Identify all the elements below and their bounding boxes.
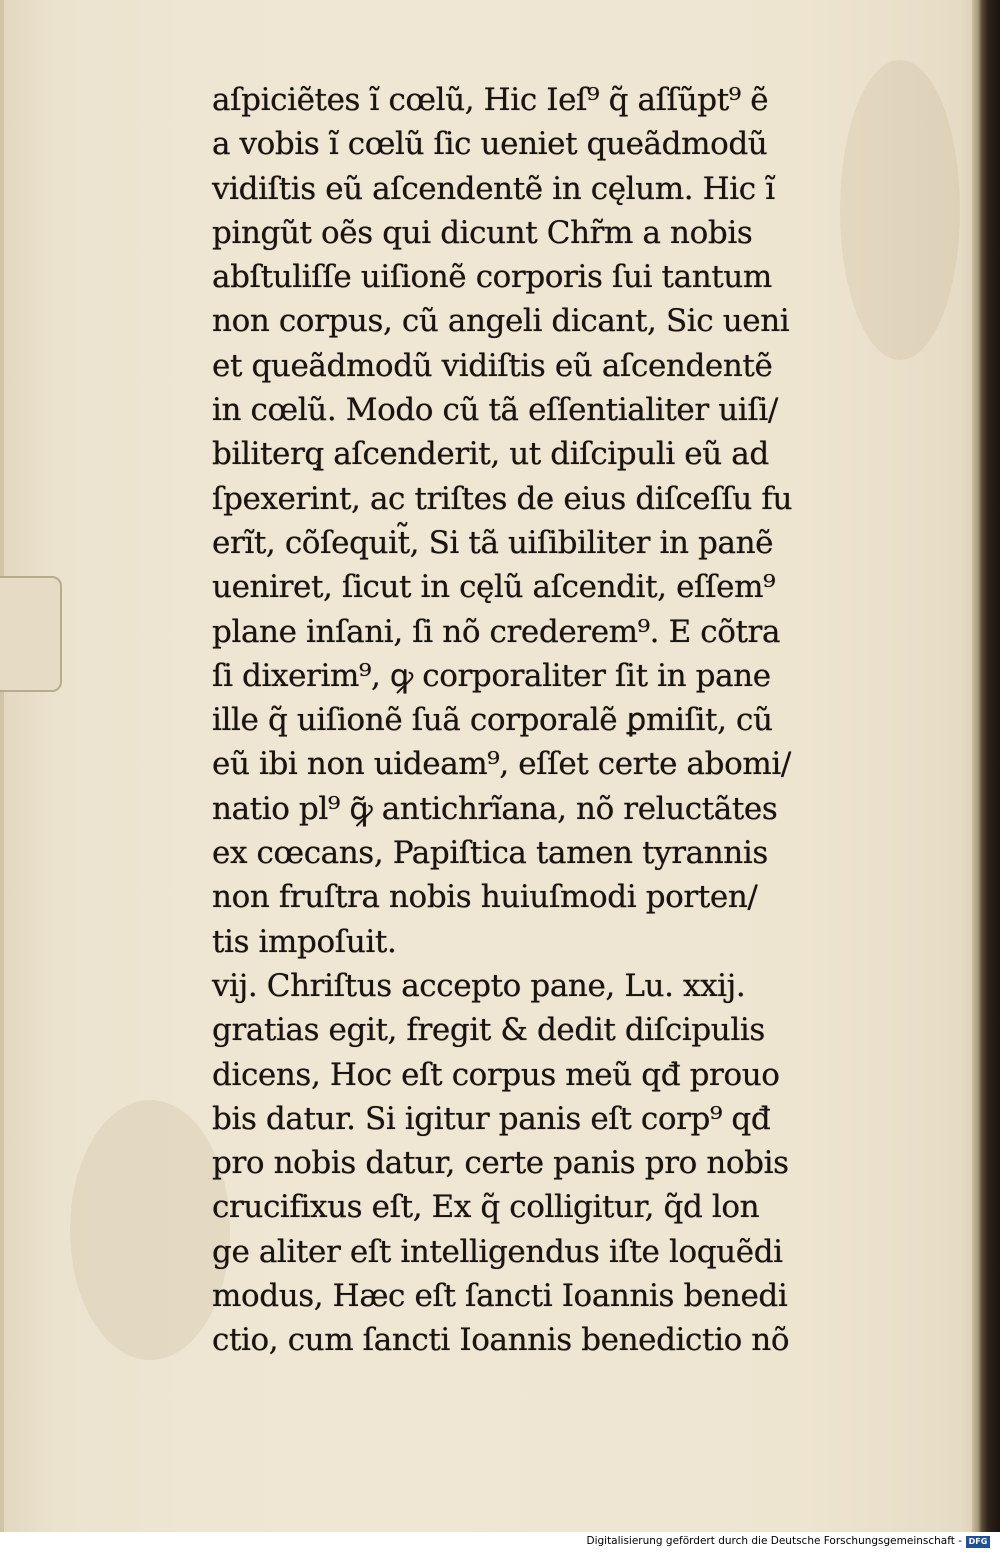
text-line: erĩt, cõſequit̃, Si tã uiſibiliter in panẽ — [212, 524, 774, 561]
text-line: ſi dixerim⁹, ꝙ corporaliter ſit in pane — [212, 657, 771, 694]
book-spine — [972, 0, 1000, 1532]
text-block — [212, 78, 902, 1363]
text-line: non corpus, cũ angeli dicant, Sic ueni — [212, 303, 790, 340]
text-line: abſtuliſſe uiſionẽ corporis ſui tantum — [212, 259, 772, 296]
text-line: biliterq̧ aſcenderit, ut diſcipuli eũ ad — [212, 436, 769, 473]
text-line: in cœlũ. Modo cũ tã eſſentialiter uiſi/ — [212, 392, 778, 429]
text-line: tis impoſuit. — [212, 923, 397, 960]
digitization-footer — [0, 1532, 1000, 1552]
text-line: et queãdmodũ vidiſtis eũ aſcendentẽ — [212, 347, 773, 384]
text-line: vij. Chriſtus accepto pane, Lu. xxij. — [212, 967, 746, 1004]
text-line: ge aliter eſt intelligendus iſte loquẽdi — [212, 1233, 783, 1270]
text-line: pro nobis datur, certe panis pro nobis — [212, 1145, 789, 1182]
page-edge — [0, 0, 4, 1532]
text-line: ueniret, ſicut in cęlũ aſcendit, eſſem⁹ — [212, 569, 776, 606]
text-line: vidiſtis eũ aſcendentẽ in cęlum. Hic ĩ — [212, 170, 775, 207]
text-line: ctio, cum ſancti Ioannis benedictio nõ — [212, 1322, 790, 1359]
text-line: ex cœcans, Papiſtica tamen tyrannis — [212, 835, 768, 872]
paper-stain — [70, 1100, 230, 1360]
text-line: plane inſani, ſi nõ crederem⁹. E cõtra — [212, 613, 781, 650]
text-line: ſpexerint, ac triſtes de eius diſceſſu fu — [212, 480, 793, 517]
text-line: crucifixus eſt, Ex q̃ colligitur, q̃d lon — [212, 1189, 760, 1226]
funding-credit: Digitalisierung gefördert durch die Deutsche Forschungsgemeinschaft - — [586, 1535, 962, 1547]
text-line: aſpiciẽtes ĩ cœlũ, Hic Ieſ⁹ q̃ aſſũpt⁹ ẽ — [212, 82, 769, 118]
dfg-logo-icon: DFG — [966, 1536, 990, 1548]
text-line: gratias egit, fregit & dedit diſcipulis — [212, 1012, 765, 1049]
text-line: pingũt oẽs qui dicunt Chr̃m a nobis — [212, 214, 753, 251]
text-line: a vobis ĩ cœlũ ſic ueniet queãdmodũ — [212, 126, 768, 163]
text-line: ille q̃ uiſionẽ ſuã corporalẽ ꝑmiſit, cũ — [212, 702, 773, 739]
text-line: eũ ibi non uideam⁹, eſſet certe abomi/ — [212, 746, 791, 783]
page-tab — [0, 576, 62, 692]
text-line: natio pl⁹ ꝙ̃ antichrĩana, nõ reluctãtes — [212, 790, 778, 827]
text-line: bis datur. Si igitur panis eſt corp⁹ qđ — [212, 1100, 771, 1137]
text-line: dicens, Hoc eſt corpus meũ qđ prouo — [212, 1056, 780, 1093]
text-line: non fruſtra nobis huiuſmodi porten/ — [212, 879, 758, 916]
text-line: modus, Hæc eſt ſancti Ioannis benedi — [212, 1278, 788, 1315]
